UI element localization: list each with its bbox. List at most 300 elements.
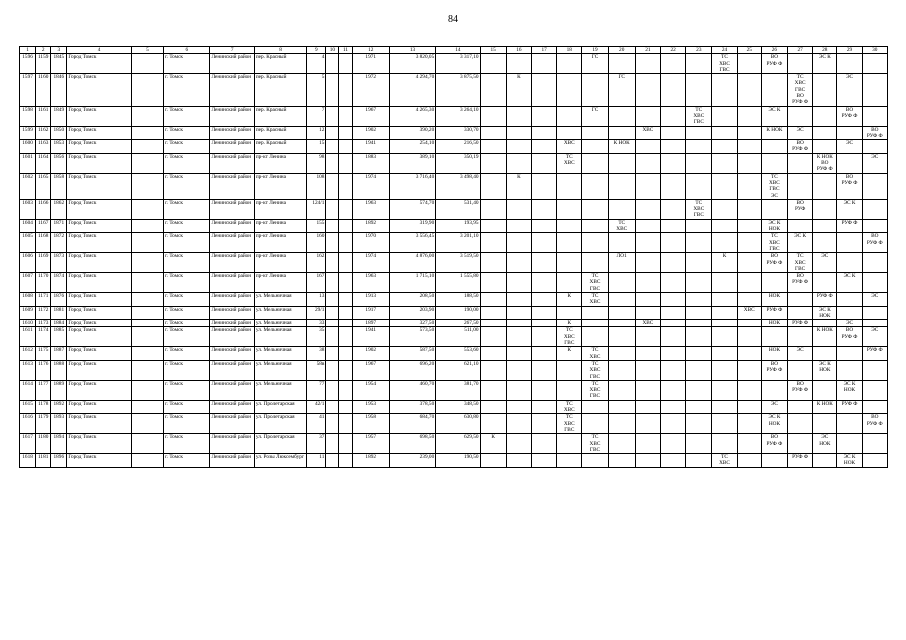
table-cell bbox=[131, 306, 163, 320]
table-cell: 124/1 bbox=[307, 199, 326, 219]
table-cell: Ленинский район bbox=[210, 126, 254, 140]
table-cell: 330,70 bbox=[436, 126, 480, 140]
table-cell: 531,40 bbox=[436, 199, 480, 219]
table-cell bbox=[837, 253, 862, 273]
table-cell: 1856 bbox=[51, 153, 67, 173]
table-cell bbox=[661, 347, 686, 361]
table-cell: ЭС К bbox=[813, 54, 837, 74]
table-cell bbox=[557, 434, 582, 454]
table-cell: пр-кт Ленина bbox=[254, 173, 306, 199]
table-cell bbox=[686, 153, 712, 173]
table-cell bbox=[480, 219, 506, 233]
table-cell: 1168 bbox=[36, 233, 51, 253]
table-cell: Город Томск bbox=[67, 199, 132, 219]
table-cell bbox=[862, 454, 887, 468]
table-row bbox=[20, 173, 888, 199]
table-cell bbox=[862, 106, 887, 126]
table-cell: 1175 bbox=[36, 347, 51, 361]
table-cell: 1963 bbox=[352, 199, 389, 219]
table-cell: ТС ХВС ГВС bbox=[582, 380, 608, 400]
table-cell bbox=[326, 380, 339, 400]
table-cell bbox=[635, 360, 660, 380]
table-cell bbox=[737, 292, 761, 306]
table-cell: 696,20 bbox=[389, 360, 435, 380]
table-cell bbox=[813, 454, 837, 468]
table-row bbox=[20, 273, 888, 293]
table-cell: 1970 bbox=[352, 233, 389, 253]
table-cell: Город Томск bbox=[67, 273, 132, 293]
table-cell bbox=[788, 360, 813, 380]
table-cell bbox=[339, 347, 352, 361]
table-cell bbox=[686, 414, 712, 434]
column-number-header: 28 bbox=[813, 47, 837, 54]
table-cell bbox=[635, 140, 660, 154]
table-cell: 1874 bbox=[51, 273, 67, 293]
table-cell bbox=[788, 106, 813, 126]
table-cell: 1599 bbox=[20, 126, 36, 140]
table-cell bbox=[480, 126, 506, 140]
table-cell bbox=[531, 126, 556, 140]
table-cell: г. Томск bbox=[164, 434, 210, 454]
table-cell bbox=[582, 74, 608, 106]
table-cell: Ленинский район bbox=[210, 360, 254, 380]
table-cell: пр-кт Ленина bbox=[254, 153, 306, 173]
table-cell: Ленинский район bbox=[210, 273, 254, 293]
table-cell bbox=[480, 54, 506, 74]
table-cell bbox=[326, 360, 339, 380]
table-cell: г. Томск bbox=[164, 253, 210, 273]
table-cell bbox=[326, 126, 339, 140]
table-cell bbox=[813, 106, 837, 126]
table-cell bbox=[737, 219, 761, 233]
table-cell bbox=[339, 153, 352, 173]
table-cell bbox=[661, 327, 686, 347]
table-cell bbox=[661, 400, 686, 414]
table-cell: ТС ХВС ГВС ЭС bbox=[761, 173, 787, 199]
table-cell: НОК bbox=[761, 292, 787, 306]
table-cell bbox=[635, 233, 660, 253]
table-cell bbox=[531, 153, 556, 173]
table-cell bbox=[661, 292, 686, 306]
table-row bbox=[20, 54, 888, 74]
table-row bbox=[20, 74, 888, 106]
table-cell: ЭС bbox=[837, 140, 862, 154]
table-cell: ТС ХВС ГВС bbox=[557, 414, 582, 434]
table-cell bbox=[557, 106, 582, 126]
table-cell bbox=[531, 219, 556, 233]
column-number-header: 18 bbox=[557, 47, 582, 54]
table-cell: 167 bbox=[307, 273, 326, 293]
table-cell bbox=[506, 54, 531, 74]
table-cell bbox=[131, 126, 163, 140]
table-cell: ВО РУФ Ф bbox=[761, 360, 787, 380]
column-number-header: 24 bbox=[712, 47, 737, 54]
table-cell: 35 bbox=[307, 327, 326, 347]
table-cell bbox=[686, 400, 712, 414]
table-cell bbox=[712, 292, 737, 306]
table-cell bbox=[531, 253, 556, 273]
table-cell bbox=[506, 360, 531, 380]
table-cell: ТС ХВС ГВС bbox=[761, 233, 787, 253]
table-cell bbox=[506, 126, 531, 140]
table-cell: г. Томск bbox=[164, 347, 210, 361]
table-cell: 684,70 bbox=[389, 414, 435, 434]
table-cell bbox=[339, 173, 352, 199]
table-cell: ВО РУФ Ф bbox=[788, 380, 813, 400]
table-cell: ТС ХВС bbox=[582, 347, 608, 361]
table-cell: К bbox=[557, 347, 582, 361]
table-cell bbox=[339, 126, 352, 140]
table-cell: 1892 bbox=[352, 454, 389, 468]
table-cell bbox=[635, 414, 660, 434]
table-cell bbox=[506, 306, 531, 320]
table-cell bbox=[608, 380, 635, 400]
table-cell bbox=[661, 320, 686, 327]
table-cell bbox=[131, 454, 163, 468]
table-cell bbox=[531, 327, 556, 347]
table-cell: 1872 bbox=[51, 233, 67, 253]
table-cell bbox=[635, 106, 660, 126]
table-cell bbox=[582, 320, 608, 327]
table-cell: г. Томск bbox=[164, 400, 210, 414]
table-cell: ВО РУФ Ф bbox=[837, 106, 862, 126]
table-cell: г. Томск bbox=[164, 233, 210, 253]
table-cell: ВО РУФ Ф bbox=[862, 126, 887, 140]
column-number-header: 27 bbox=[788, 47, 813, 54]
table-cell bbox=[582, 173, 608, 199]
table-cell: Город Томск bbox=[67, 173, 132, 199]
table-cell: 1897 bbox=[352, 320, 389, 327]
table-cell bbox=[131, 233, 163, 253]
table-cell: ТС ХВС ГВС bbox=[686, 106, 712, 126]
table-cell bbox=[326, 54, 339, 74]
table-cell bbox=[712, 106, 737, 126]
table-cell: Ленинский район bbox=[210, 320, 254, 327]
table-cell: 1873 bbox=[51, 253, 67, 273]
table-cell bbox=[480, 273, 506, 293]
table-cell bbox=[862, 400, 887, 414]
table-row bbox=[20, 400, 888, 414]
table-cell: ул. Мельничная bbox=[254, 360, 306, 380]
table-cell bbox=[480, 173, 506, 199]
table-row bbox=[20, 219, 888, 233]
table-cell: ТС ХВС ГВС bbox=[686, 199, 712, 219]
table-cell: Ленинский район bbox=[210, 106, 254, 126]
table-cell: ЭС К НОК bbox=[813, 360, 837, 380]
table-cell bbox=[712, 306, 737, 320]
table-cell bbox=[686, 306, 712, 320]
table-cell: 1162 bbox=[36, 126, 51, 140]
table-cell: г. Томск bbox=[164, 153, 210, 173]
table-cell: ТС ХВС bbox=[608, 219, 635, 233]
table-cell bbox=[862, 434, 887, 454]
table-cell bbox=[712, 380, 737, 400]
table-row bbox=[20, 360, 888, 380]
table-cell: 1954 bbox=[352, 380, 389, 400]
table-cell bbox=[788, 414, 813, 434]
table-cell: 378,50 bbox=[389, 400, 435, 414]
table-cell: 1871 bbox=[51, 219, 67, 233]
table-cell: Город Томск bbox=[67, 434, 132, 454]
table-cell bbox=[737, 153, 761, 173]
table-cell: ГС bbox=[608, 74, 635, 106]
table-cell bbox=[661, 140, 686, 154]
table-cell bbox=[661, 173, 686, 199]
table-cell: 1173 bbox=[36, 320, 51, 327]
table-row bbox=[20, 153, 888, 173]
table-cell: Город Томск bbox=[67, 292, 132, 306]
table-cell bbox=[712, 74, 737, 106]
table-cell: 98 bbox=[307, 153, 326, 173]
table-cell bbox=[131, 347, 163, 361]
table-cell bbox=[326, 292, 339, 306]
table-cell: 108 bbox=[307, 173, 326, 199]
table-cell: 1179 bbox=[36, 414, 51, 434]
table-cell bbox=[862, 173, 887, 199]
table-cell: РУФ Ф bbox=[862, 347, 887, 361]
table-cell: 188,50 bbox=[436, 292, 480, 306]
table-cell bbox=[686, 320, 712, 327]
table-cell bbox=[506, 400, 531, 414]
table-cell bbox=[506, 219, 531, 233]
table-cell: 1887 bbox=[51, 347, 67, 361]
table-cell: Город Томск bbox=[67, 126, 132, 140]
table-cell: ЭС bbox=[837, 74, 862, 106]
table-cell: 1971 bbox=[352, 54, 389, 74]
table-cell bbox=[635, 347, 660, 361]
table-row bbox=[20, 292, 888, 306]
table-cell bbox=[131, 380, 163, 400]
table-cell bbox=[531, 400, 556, 414]
table-cell: 1967 bbox=[352, 360, 389, 380]
table-cell: г. Томск bbox=[164, 320, 210, 327]
table-cell: 1953 bbox=[352, 400, 389, 414]
table-cell: Город Томск bbox=[67, 380, 132, 400]
table-cell: Ленинский район bbox=[210, 140, 254, 154]
table-cell: 208,50 bbox=[389, 292, 435, 306]
table-cell bbox=[813, 199, 837, 219]
table-cell bbox=[761, 273, 787, 293]
table-cell: ТС ХВС ГВС bbox=[582, 273, 608, 293]
table-cell bbox=[339, 219, 352, 233]
table-cell: Ленинский район bbox=[210, 434, 254, 454]
table-cell bbox=[131, 434, 163, 454]
table-cell bbox=[737, 400, 761, 414]
table-cell: 1896 bbox=[51, 454, 67, 468]
table-cell: ул. Мельничная bbox=[254, 306, 306, 320]
table-cell bbox=[686, 233, 712, 253]
column-number-header: 11 bbox=[339, 47, 352, 54]
table-cell: Город Томск bbox=[67, 347, 132, 361]
table-cell: 1603 bbox=[20, 199, 36, 219]
table-cell: ВО РУФ Ф bbox=[761, 253, 787, 273]
table-cell bbox=[737, 126, 761, 140]
table-cell bbox=[813, 414, 837, 434]
table-cell bbox=[131, 140, 163, 154]
table-cell: 1167 bbox=[36, 219, 51, 233]
table-cell: 1902 bbox=[352, 126, 389, 140]
table-cell bbox=[480, 140, 506, 154]
table-cell bbox=[686, 74, 712, 106]
table-cell bbox=[761, 153, 787, 173]
table-cell bbox=[506, 233, 531, 253]
table-cell: 1884 bbox=[51, 320, 67, 327]
table-cell: Ленинский район bbox=[210, 347, 254, 361]
table-cell: 1606 bbox=[20, 253, 36, 273]
table-cell bbox=[531, 380, 556, 400]
table-cell bbox=[813, 173, 837, 199]
table-cell bbox=[813, 74, 837, 106]
table-cell bbox=[608, 320, 635, 327]
table-cell bbox=[131, 400, 163, 414]
table-cell: Ленинский район bbox=[210, 454, 254, 468]
table-cell bbox=[788, 327, 813, 347]
table-cell bbox=[608, 273, 635, 293]
table-cell bbox=[661, 253, 686, 273]
table-cell bbox=[326, 219, 339, 233]
table-cell: ЭС bbox=[761, 400, 787, 414]
table-cell bbox=[661, 434, 686, 454]
table-cell bbox=[531, 273, 556, 293]
table-cell bbox=[480, 153, 506, 173]
table-cell: 1888 bbox=[51, 360, 67, 380]
table-cell bbox=[339, 454, 352, 468]
table-row bbox=[20, 253, 888, 273]
table-cell bbox=[862, 306, 887, 320]
table-cell bbox=[557, 273, 582, 293]
table-cell: ВО РУФ bbox=[788, 199, 813, 219]
table-cell bbox=[480, 106, 506, 126]
table-cell bbox=[608, 327, 635, 347]
table-cell bbox=[661, 454, 686, 468]
table-cell: 629,50 bbox=[436, 434, 480, 454]
table-cell bbox=[339, 106, 352, 126]
table-cell: Город Томск bbox=[67, 219, 132, 233]
table-cell bbox=[506, 106, 531, 126]
table-cell bbox=[582, 233, 608, 253]
column-number-header: 14 bbox=[436, 47, 480, 54]
table-cell bbox=[339, 74, 352, 106]
table-row bbox=[20, 233, 888, 253]
table-cell: 1613 bbox=[20, 360, 36, 380]
table-cell: г. Томск bbox=[164, 454, 210, 468]
table-cell: 1 555,80 bbox=[436, 273, 480, 293]
table-cell: ЭС bbox=[837, 320, 862, 327]
table-cell: ТС ХВС ГВС bbox=[557, 327, 582, 347]
column-number-header: 29 bbox=[837, 47, 862, 54]
table-body bbox=[20, 47, 888, 468]
table-cell: ЭС К НОК bbox=[837, 454, 862, 468]
table-cell bbox=[326, 199, 339, 219]
table-cell: 1941 bbox=[352, 140, 389, 154]
table-cell: 3 820,05 bbox=[389, 54, 435, 74]
table-cell bbox=[557, 454, 582, 468]
table-cell: 1170 bbox=[36, 273, 51, 293]
table-cell: 1883 bbox=[352, 153, 389, 173]
table-cell bbox=[635, 153, 660, 173]
table-cell: Город Томск bbox=[67, 253, 132, 273]
table-cell: 1180 bbox=[36, 434, 51, 454]
table-cell: НОК bbox=[761, 347, 787, 361]
table-cell: ВО РУФ Ф bbox=[862, 414, 887, 434]
table-cell bbox=[862, 199, 887, 219]
table-cell bbox=[635, 219, 660, 233]
table-cell: Город Томск bbox=[67, 306, 132, 320]
table-cell: г. Томск bbox=[164, 140, 210, 154]
table-cell: 621,10 bbox=[436, 360, 480, 380]
table-cell bbox=[557, 233, 582, 253]
table-cell bbox=[813, 233, 837, 253]
table-cell: ЭС bbox=[788, 347, 813, 361]
table-cell bbox=[480, 233, 506, 253]
table-cell bbox=[862, 360, 887, 380]
table-cell: 1181 bbox=[36, 454, 51, 468]
table-cell: 460,70 bbox=[389, 380, 435, 400]
table-cell: РУФ Ф bbox=[837, 219, 862, 233]
table-cell: Город Томск bbox=[67, 320, 132, 327]
table-cell: г. Томск bbox=[164, 360, 210, 380]
table-row bbox=[20, 320, 888, 327]
table-cell: 3 264,10 bbox=[436, 106, 480, 126]
table-cell bbox=[661, 153, 686, 173]
table-cell bbox=[506, 347, 531, 361]
table-cell: 193,95 bbox=[436, 219, 480, 233]
table-cell bbox=[506, 140, 531, 154]
table-cell: 1963 bbox=[352, 273, 389, 293]
table-cell: 15 bbox=[307, 140, 326, 154]
table-cell: ТС ХВС ГВС ВО РУФ Ф bbox=[788, 74, 813, 106]
table-cell bbox=[506, 153, 531, 173]
table-cell: 1609 bbox=[20, 306, 36, 320]
table-cell: 3 519,50 bbox=[436, 253, 480, 273]
table-cell bbox=[608, 199, 635, 219]
table-cell bbox=[506, 380, 531, 400]
table-cell bbox=[531, 173, 556, 199]
table-row bbox=[20, 434, 888, 454]
table-cell: 7 bbox=[307, 106, 326, 126]
column-number-header: 10 bbox=[326, 47, 339, 54]
table-cell: К bbox=[480, 434, 506, 454]
table-cell bbox=[582, 253, 608, 273]
table-cell bbox=[761, 199, 787, 219]
table-cell: ВО РУФ Ф bbox=[862, 233, 887, 253]
table-cell: 5 bbox=[307, 74, 326, 106]
table-cell bbox=[326, 454, 339, 468]
column-number-header: 6 bbox=[164, 47, 210, 54]
table-cell: Ленинский район bbox=[210, 253, 254, 273]
table-cell bbox=[531, 434, 556, 454]
column-number-header: 15 bbox=[480, 47, 506, 54]
table-cell: 203,90 bbox=[389, 306, 435, 320]
table-cell bbox=[480, 292, 506, 306]
table-cell bbox=[557, 380, 582, 400]
table-cell: К bbox=[557, 292, 582, 306]
table-cell bbox=[480, 380, 506, 400]
table-cell bbox=[480, 320, 506, 327]
table-cell bbox=[712, 199, 737, 219]
table-cell bbox=[339, 306, 352, 320]
table-cell: Ленинский район bbox=[210, 327, 254, 347]
table-cell: К bbox=[506, 74, 531, 106]
table-cell bbox=[788, 173, 813, 199]
column-number-header: 4 bbox=[67, 47, 132, 54]
table-cell bbox=[635, 327, 660, 347]
table-cell bbox=[531, 74, 556, 106]
table-cell: ТС ХВС ГВС bbox=[582, 360, 608, 380]
table-cell: 3 716,40 bbox=[389, 173, 435, 199]
table-cell: 1602 bbox=[20, 173, 36, 199]
table-cell bbox=[635, 306, 660, 320]
